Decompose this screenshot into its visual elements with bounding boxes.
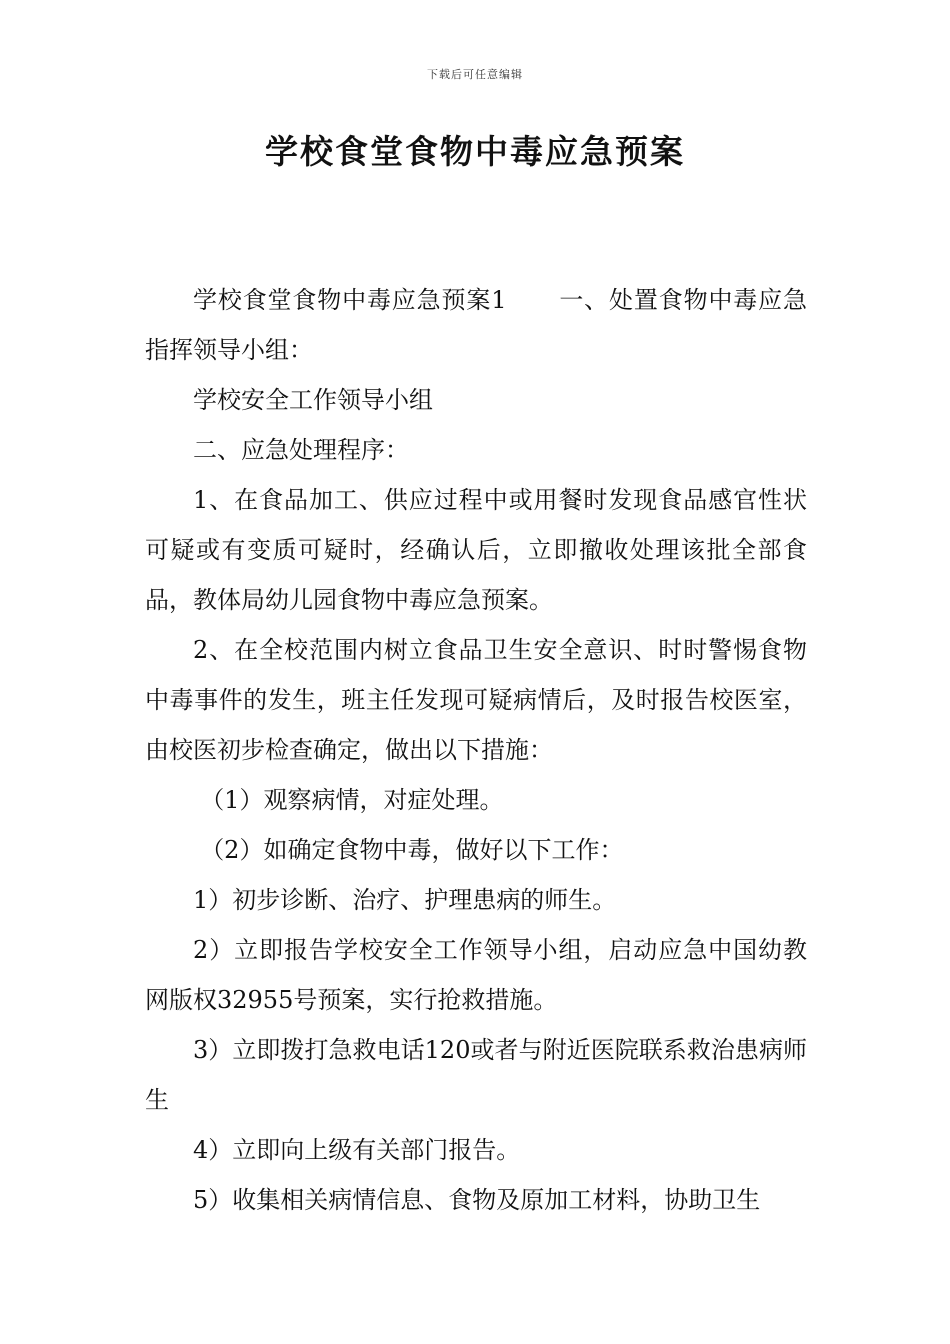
document-title: 学校食堂食物中毒应急预案	[265, 132, 685, 171]
paragraph-sub-1: （1）观察病情，对症处理。	[200, 786, 504, 814]
paragraph-item-4: 4）立即向上级有关部门报告。	[193, 1136, 521, 1164]
paragraph-section-2-heading: 二、应急处理程序：	[193, 436, 409, 464]
paragraph-item-2: 2）立即报告学校安全工作领导小组，启动应急中国幼教网版权32955号预案，实行抢救措施。	[145, 936, 807, 1014]
paragraph-leader-group: 学校安全工作领导小组	[193, 386, 433, 414]
document-body	[145, 275, 807, 1225]
paragraph-item-1: 1）初步诊断、治疗、护理患病的师生。	[193, 886, 617, 914]
header-note: 下载后可任意编辑	[427, 68, 523, 81]
intro-paragraph	[145, 275, 807, 375]
intro-part-2: 一、处置食物中毒应急指挥领导小组：	[145, 286, 807, 364]
intro-part-1: 学校食堂食物中毒应急预案1	[193, 286, 507, 314]
paragraph-item-5: 5）收集相关病情信息、食物及原加工材料，协助卫生	[193, 1186, 761, 1214]
paragraph-step-1: 1、在食品加工、供应过程中或用餐时发现食品感官性状可疑或有变质可疑时，经确认后，立即撤收处理该批全部食品，教体局幼儿园食物中毒应急预案。	[145, 486, 807, 614]
paragraph-item-3: 3）立即拨打急救电话120或者与附近医院联系救治患病师生	[145, 1036, 807, 1114]
paragraph-sub-2: （2）如确定食物中毒，做好以下工作：	[200, 836, 624, 864]
paragraph-step-2: 2、在全校范围内树立食品卫生安全意识、时时警惕食物中毒事件的发生，班主任发现可疑病情后，及时报告校医室，由校医初步检查确定，做出以下措施：	[145, 636, 807, 764]
